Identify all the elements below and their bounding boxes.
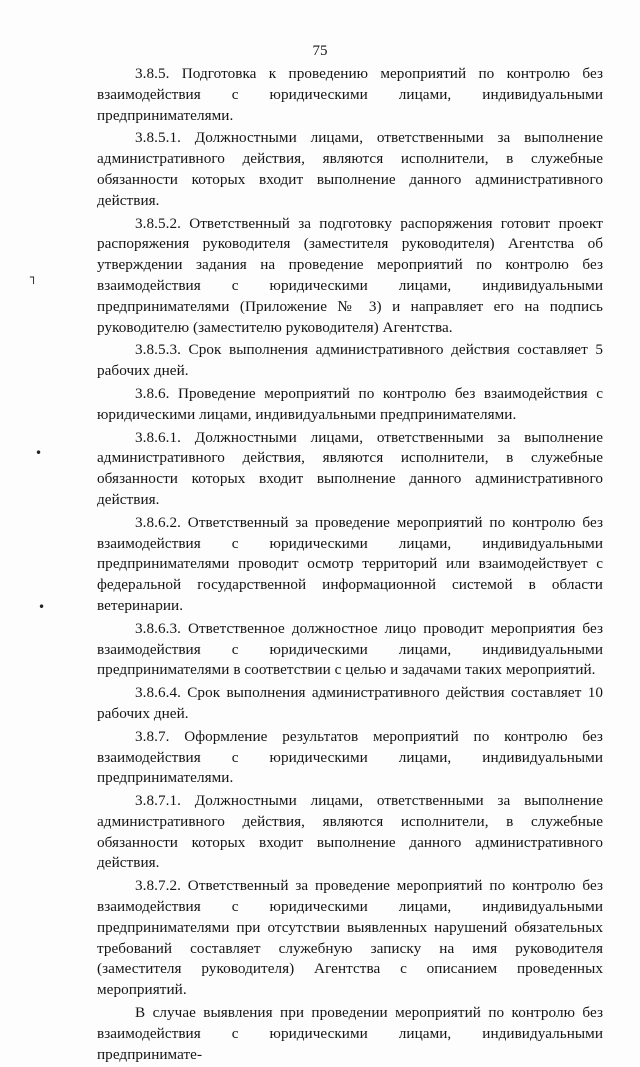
- paragraph-3-8-6-1: 3.8.6.1. Должностными лицами, ответственными за выполнение административного действия, являются исполнители, в служебные обязанности которых входит выполнение данного административного действия.: [97, 428, 603, 508]
- paragraph-violation-case: В случае выявления при проведении мероприятий по контролю без взаимодействия с юридическими лицами, индивидуальными предпринимате-: [97, 1004, 603, 1063]
- document-body: [97, 64, 603, 1067]
- paragraph-3-8-7-1: 3.8.7.1. Должностными лицами, ответственными за выполнение административного действия, являются исполнители, в служебные обязанности которых входит выполнение данного административного действия.: [97, 792, 603, 872]
- paragraph-3-8-5-3: 3.8.5.3. Срок выполнения административного действия составляет 5 рабочих дней.: [97, 341, 603, 380]
- paragraph-3-8-6: 3.8.6. Проведение мероприятий по контролю без взаимодействия с юридическими лицами, индивидуальными предпринимателями.: [97, 384, 603, 423]
- margin-scan-mark: •: [38, 600, 46, 614]
- margin-scan-mark: •: [35, 446, 43, 460]
- paragraph-3-8-6-2: 3.8.6.2. Ответственный за проведение мероприятий по контролю без взаимодействия с юридическими лицами, индивидуальными предпринимателями проводит осмотр территорий или взаимодействует с федеральной государственной информационной системой в области ветеринарии.: [97, 513, 603, 614]
- paragraph-3-8-5-1: 3.8.5.1. Должностными лицами, ответственными за выполнение административного действия, являются исполнители, в служебные обязанности которых входит выполнение данного административного действия.: [97, 129, 603, 209]
- page-number: 75: [312, 43, 328, 59]
- paragraph-3-8-5: 3.8.5. Подготовка к проведению мероприятий по контролю без взаимодействия с юридическими лицами, индивидуальными предпринимателями.: [97, 65, 603, 124]
- paragraph-3-8-6-3: 3.8.6.3. Ответственное должностное лицо проводит мероприятия без взаимодействия с юридическими лицами, индивидуальными предпринимателями в соответствии с целью и задачами таких мероприятий.: [97, 619, 603, 679]
- paragraph-3-8-7: 3.8.7. Оформление результатов мероприятий по контролю без взаимодействия с юридическими лицами, индивидуальными предпринимателями.: [97, 727, 603, 787]
- margin-scan-mark: ┐: [30, 270, 38, 284]
- paragraph-3-8-5-2: 3.8.5.2. Ответственный за подготовку распоряжения готовит проект распоряжения руководителя (заместителя руководителя) Агентства об утверждении задания на проведение мероприятий по контролю без взаимодействия с юридическими лицами, индивидуальными предпринимателями (Приложение № 3) и направляет его на подпись руководителю (заместителю руководителя) Агентства.: [97, 214, 603, 336]
- paragraph-3-8-6-4: 3.8.6.4. Срок выполнения административного действия составляет 10 рабочих дней.: [97, 684, 603, 722]
- paragraph-3-8-7-2: 3.8.7.2. Ответственный за проведение мероприятий по контролю без взаимодействия с юридическими лицами, индивидуальными предпринимателями при отсутствии выявленных нарушений обязательных требований составляет служебную записку на имя руководителя (заместителя руководителя) Агентства с описанием проведенных мероприятий.: [97, 877, 603, 999]
